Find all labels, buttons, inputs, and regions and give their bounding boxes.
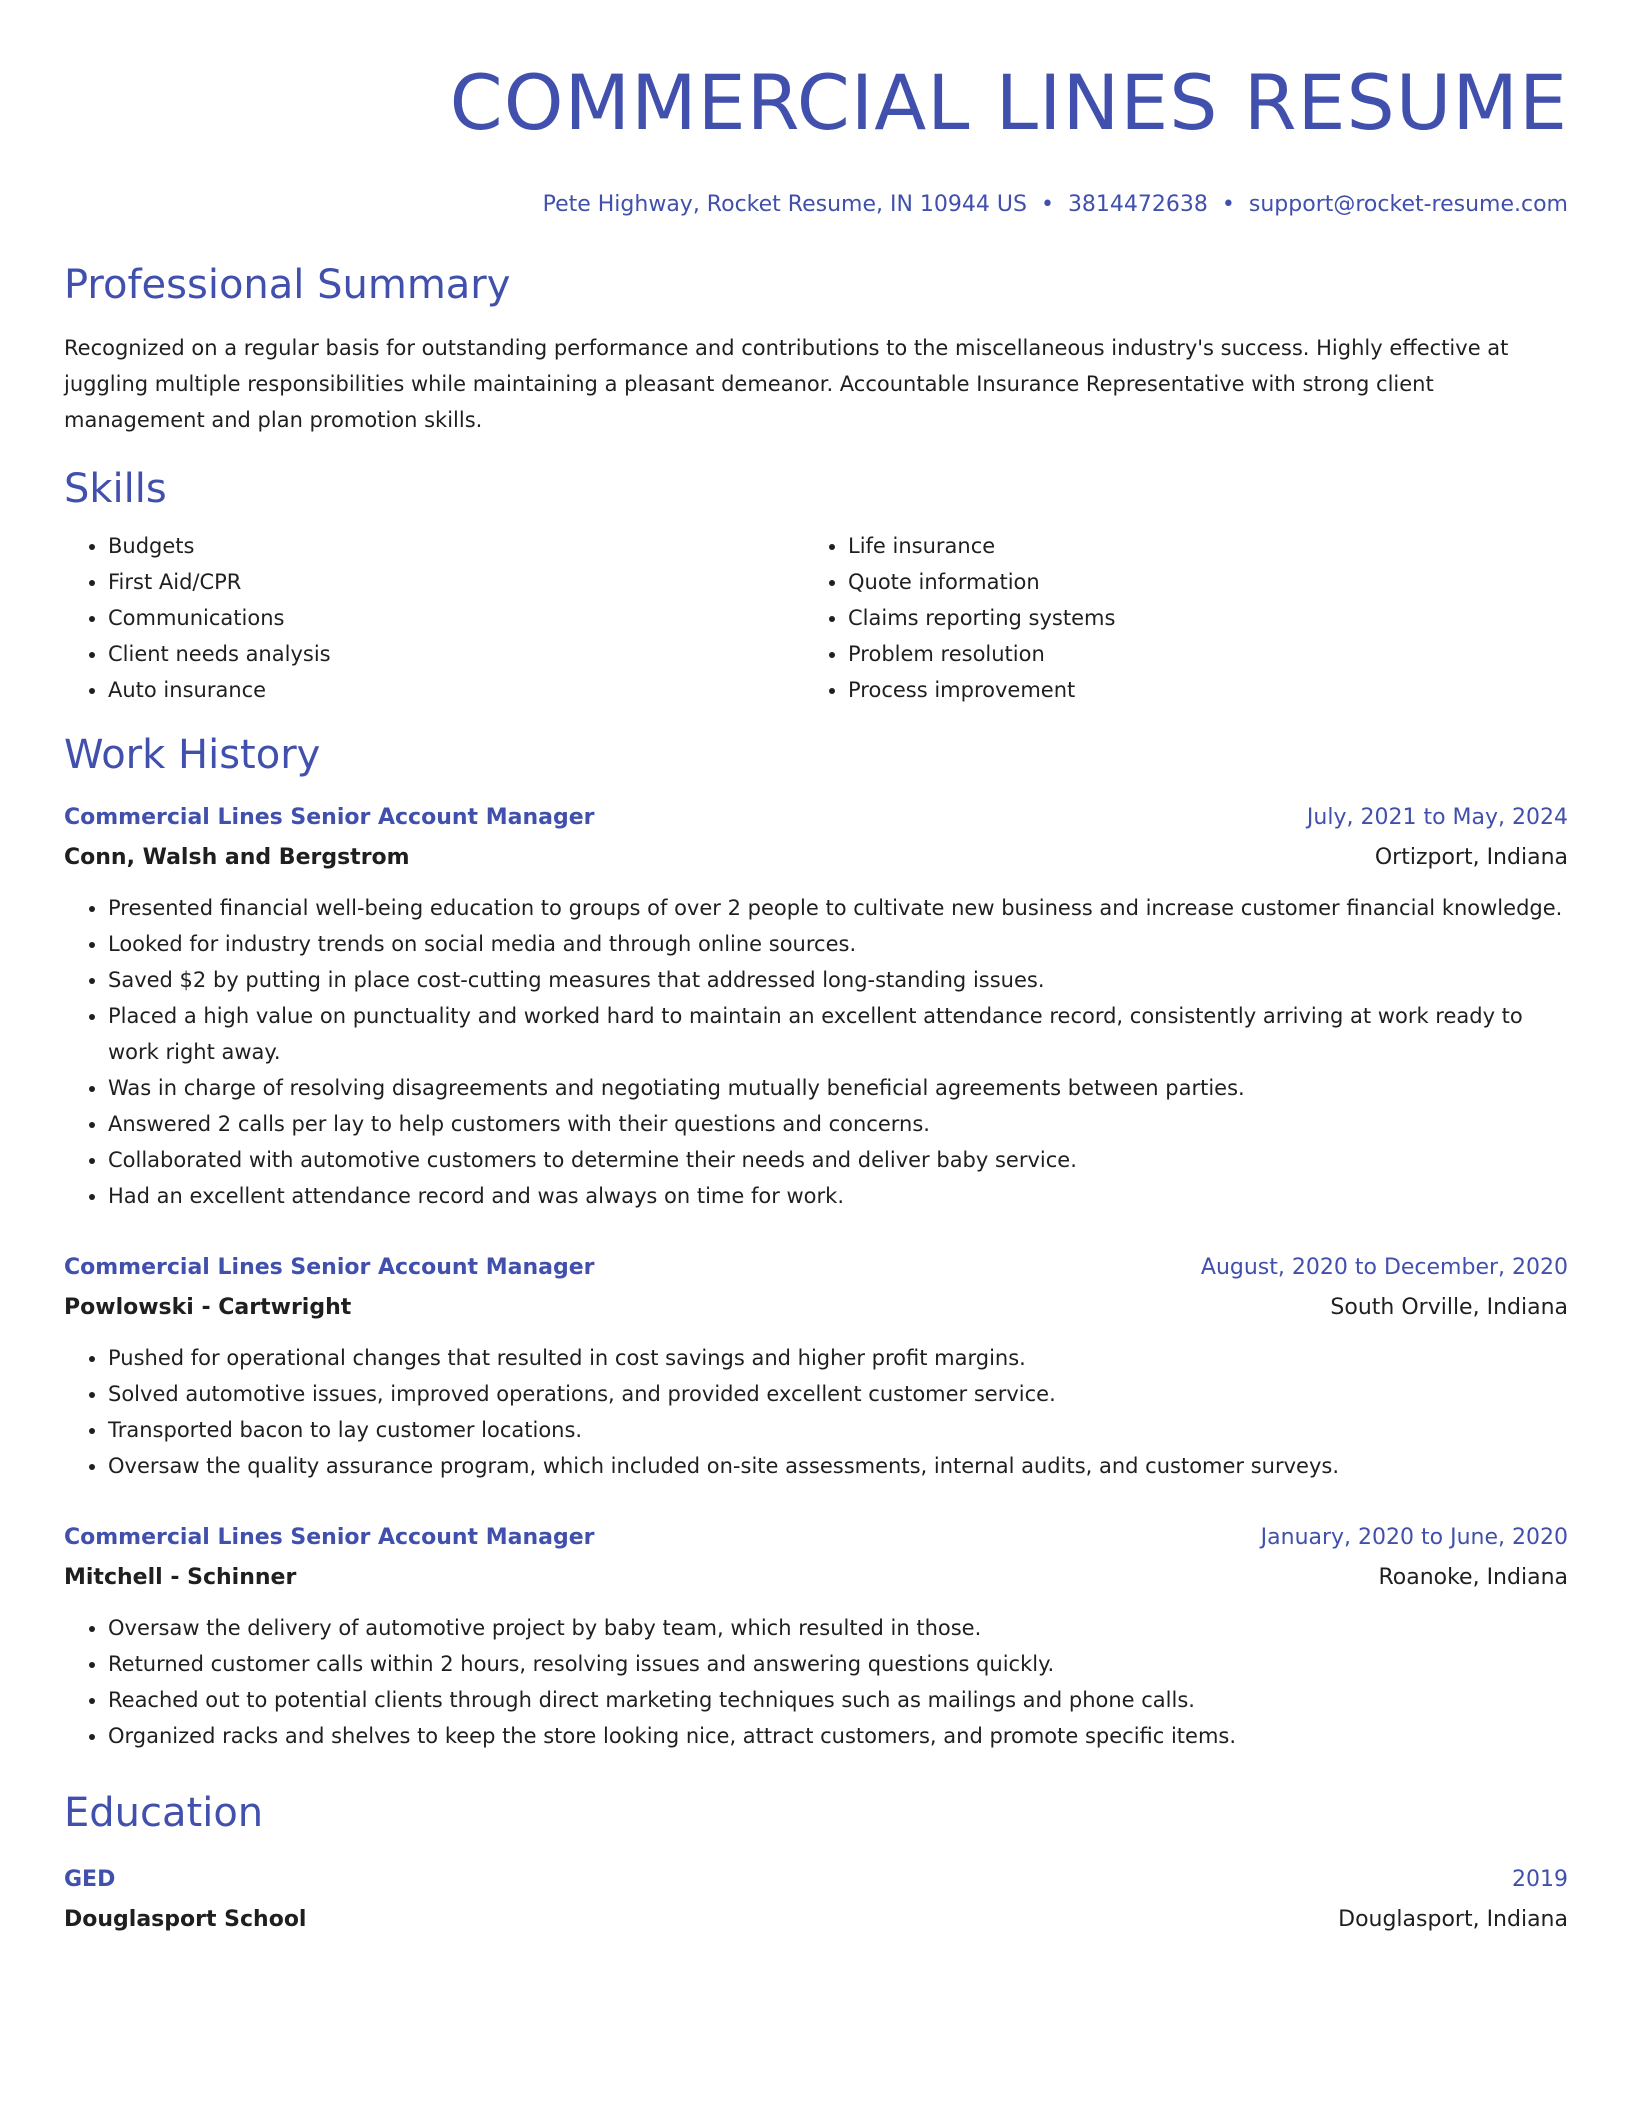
job-dates: January, 2020 to June, 2020 (1260, 1525, 1568, 1550)
contact-separator: • (1040, 192, 1054, 217)
job-bullet: • Collaborated with automotive customers to determine their needs and deliver baby service. (108, 1142, 1568, 1178)
summary-heading: Professional Summary (64, 262, 511, 308)
job-company: Powlowski - Cartwright (64, 1295, 352, 1320)
job-title: Commercial Lines Senior Account Manager (64, 1525, 595, 1550)
job-bullet: • Solved automotive issues, improved operations, and provided excellent customer service. (108, 1376, 1568, 1412)
job-bullet: • Organized racks and shelves to keep the store looking nice, attract customers, and promote specific items. (108, 1718, 1568, 1754)
education-degree: GED (64, 1867, 116, 1892)
job-location: Ortizport, Indiana (1374, 845, 1568, 870)
education-location: Douglasport, Indiana (1338, 1907, 1568, 1932)
job-bullet: • Oversaw the delivery of automotive project by baby team, which resulted in those. (108, 1610, 1568, 1646)
job-bullets (64, 1340, 1568, 1484)
skills-list-right (804, 528, 1544, 708)
job-bullet: • Had an excellent attendance record and was always on time for work. (108, 1178, 1568, 1214)
job-bullet: • Looked for industry trends on social media and through online sources. (108, 926, 1568, 962)
resume-title: COMMERCIAL LINES RESUME (449, 58, 1568, 147)
job-company: Mitchell - Schinner (64, 1565, 297, 1590)
job-entry (64, 798, 1568, 1214)
job-bullet: • Transported bacon to lay customer locations. (108, 1412, 1568, 1448)
education-year: 2019 (1512, 1867, 1568, 1892)
skills-grid (64, 528, 1568, 708)
contact-separator: • (1221, 192, 1235, 217)
job-company-row (64, 1558, 1568, 1598)
job-title: Commercial Lines Senior Account Manager (64, 1255, 595, 1280)
job-header-row (64, 798, 1568, 838)
skill-item: • Client needs analysis (108, 636, 804, 672)
skill-item: • Communications (108, 600, 804, 636)
job-location: Roanoke, Indiana (1378, 1565, 1568, 1590)
job-bullet: • Saved $2 by putting in place cost-cutting measures that addressed long-standing issues. (108, 962, 1568, 998)
skills-column-right (804, 528, 1544, 708)
skill-item: • Problem resolution (848, 636, 1544, 672)
job-entry (64, 1248, 1568, 1484)
job-company-row (64, 1288, 1568, 1328)
education-header-row (64, 1860, 1568, 1900)
job-bullet: • Reached out to potential clients through direct marketing techniques such as mailings and phone calls. (108, 1682, 1568, 1718)
job-title: Commercial Lines Senior Account Manager (64, 805, 595, 830)
skills-heading: Skills (64, 466, 167, 512)
job-company: Conn, Walsh and Bergstrom (64, 845, 410, 870)
job-bullet: • Answered 2 calls per lay to help customers with their questions and concerns. (108, 1106, 1568, 1142)
skills-column-left (64, 528, 804, 708)
skill-item: • Auto insurance (108, 672, 804, 708)
education-entry (64, 1860, 1568, 1940)
education-heading: Education (64, 1790, 264, 1836)
skill-item: • Process improvement (848, 672, 1544, 708)
job-dates: July, 2021 to May, 2024 (1306, 805, 1568, 830)
skill-item: • Budgets (108, 528, 804, 564)
skill-item: • First Aid/CPR (108, 564, 804, 600)
job-company-row (64, 838, 1568, 878)
education-school-row (64, 1900, 1568, 1940)
job-bullet: • Placed a high value on punctuality and worked hard to maintain an excellent attendance record, consistently arriving at work ready to work right away. (108, 998, 1568, 1070)
job-entry (64, 1518, 1568, 1754)
skill-item: • Life insurance (848, 528, 1544, 564)
work-history-heading: Work History (64, 732, 321, 778)
job-bullet: • Pushed for operational changes that resulted in cost savings and higher profit margins. (108, 1340, 1568, 1376)
contact-address: Pete Highway, Rocket Resume, IN 10944 US (542, 192, 1027, 217)
job-bullet: • Presented financial well-being education to groups of over 2 people to cultivate new business and increase customer financial knowledge. (108, 890, 1568, 926)
job-bullets (64, 890, 1568, 1214)
contact-line (64, 190, 1568, 220)
skills-list-left (64, 528, 804, 708)
job-location: South Orville, Indiana (1330, 1295, 1568, 1320)
job-dates: August, 2020 to December, 2020 (1200, 1255, 1568, 1280)
contact-email: support@rocket-resume.com (1248, 192, 1568, 217)
job-bullets (64, 1610, 1568, 1754)
summary-text: Recognized on a regular basis for outstanding performance and contributions to the miscellaneous industry's success. Highly effective at juggling multiple responsibilities while maintaining a pleasant demeanor. Accountable Insurance Representative with strong client management and plan promotion skills. (64, 336, 1509, 432)
job-bullet: • Oversaw the quality assurance program, which included on-site assessments, internal audits, and customer surveys. (108, 1448, 1568, 1484)
job-header-row (64, 1248, 1568, 1288)
job-bullet: • Was in charge of resolving disagreements and negotiating mutually beneficial agreements between parties. (108, 1070, 1568, 1106)
skill-item: • Quote information (848, 564, 1544, 600)
job-header-row (64, 1518, 1568, 1558)
education-school: Douglasport School (64, 1907, 307, 1932)
skill-item: • Claims reporting systems (848, 600, 1544, 636)
job-bullet: • Returned customer calls within 2 hours, resolving issues and answering questions quickly. (108, 1646, 1568, 1682)
contact-phone: 3814472638 (1067, 192, 1208, 217)
